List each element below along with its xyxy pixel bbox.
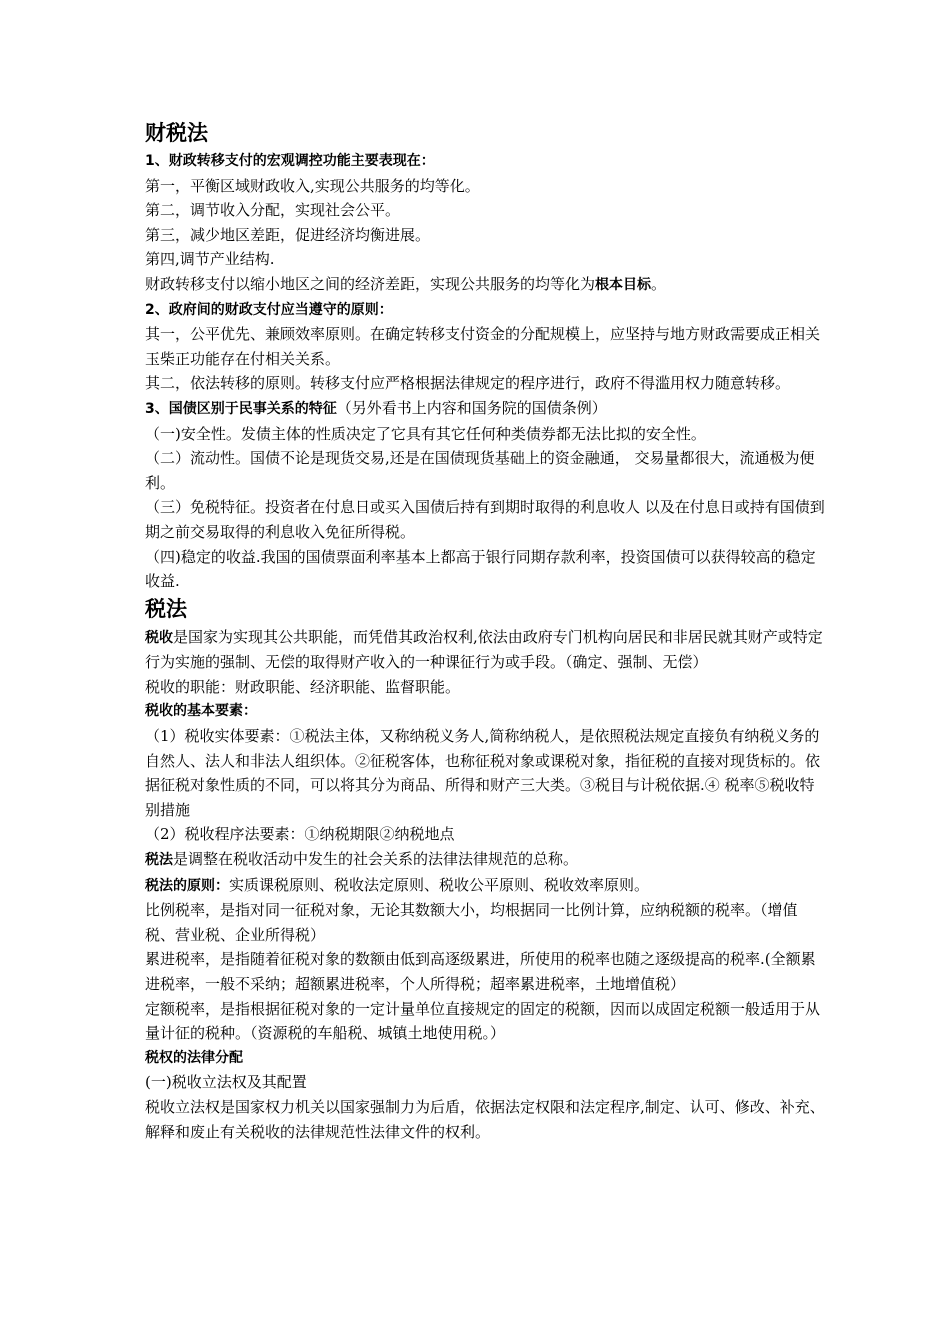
paragraph: 定额税率，是指根据征税对象的一定计量单位直接规定的固定的税额，因而以成固定税额一般适用于从量计征的税种。（资源税的车船税、城镇土地使用税。） [145, 999, 821, 1043]
paragraph: （四)稳定的收益.我国的国债票面利率基本上都高于银行同期存款利率，投资国债可以获得较高的稳定收益. [145, 547, 816, 591]
paragraph: 税收立法权是国家权力机关以国家强制力为后盾，依据法定权限和法定程序,制定、认可、修改、补充、解释和废止有关税收的法律规范性法律文件的权利。 [145, 1097, 825, 1141]
paragraph: (一)税收立法权及其配置 [145, 1073, 307, 1092]
section-title-fiscal-law: 财税法 [145, 121, 208, 145]
heading-principles: 2、政府间的财政支付应当遵守的原则： [145, 301, 393, 318]
paragraph [145, 625, 825, 675]
paragraph [145, 873, 825, 899]
heading-note: （另外看书上内容和国务院的国债条例） [336, 398, 607, 417]
paragraph: （二）流动性。国债不论是现货交易,还是在国债现货基础上的资金融通， 交易量都很大，流通极为便利。 [145, 449, 815, 492]
paragraph: （一)安全性。发债主体的性质决定了它具有其它任何种类债券都无法比拟的安全性。 [145, 424, 706, 443]
paragraph: （2）税收程序法要素：①纳税期限②纳税地点 [145, 825, 455, 844]
text-span: 。 [651, 274, 667, 293]
paragraph: 第四,调节产业结构. [145, 250, 275, 269]
bold-term: 税收 [145, 629, 173, 646]
paragraph [145, 272, 825, 298]
text-span: 是国家为实现其公共职能，而凭借其政治权利,依法由政府专门机构向居民和非居民就其财产或特定行为实施的强制、无偿的取得财产收入的一种课征行为或手段。（确定、强制、无偿） [145, 627, 823, 672]
paragraph: 其一，公平优先、兼顾效率原则。在确定转移支付资金的分配规模上，应坚持与地方财政需要成正相关玉柴正功能存在付相关关系。 [145, 325, 821, 368]
document-page [145, 118, 825, 1144]
paragraph: 其二，依法转移的原则。转移支付应严格根据法律规定的程序进行，政府不得滥用权力随意转移。 [145, 374, 791, 393]
paragraph: 比例税率，是指对同一征税对象，无论其数额大小，均根据同一比例计算，应纳税额的税率。（增值税、营业税、企业所得税） [145, 901, 798, 944]
paragraph: （三）免税特征。投资者在付息日或买入国债后持有到期时取得的利息收人 以及在付息日或持有国债到期之前交易取得的利息收入免征所得税。 [145, 498, 825, 541]
text-span: 是调整在税收活动中发生的社会关系的法律法律规范的总称。 [173, 850, 579, 869]
paragraph: 第一，平衡区域财政收入,实现公共服务的均等化。 [145, 176, 480, 195]
section-title-tax-law: 税法 [145, 596, 187, 621]
bold-term: 税法的原则： [145, 877, 229, 894]
bold-term: 税法 [145, 852, 173, 869]
paragraph: 第三，减少地区差距，促进经济均衡进展。 [145, 225, 431, 244]
heading-bond-features [145, 396, 825, 422]
paragraph: 累进税率，是指随着征税对象的数额由低到高逐级累进，所使用的税率也随之逐级提高的税率.(全额累进税率，一般不采纳；超额累进税率，个人所得税；超率累进税率，土地增值税） [145, 950, 816, 993]
paragraph [145, 847, 825, 873]
heading-transfer-payment: 1、财政转移支付的宏观调控功能主要表现在： [145, 153, 435, 169]
heading-tax-power: 税权的法律分配 [145, 1049, 243, 1066]
paragraph: 第二，调节收入分配，实现社会公平。 [145, 201, 401, 220]
paragraph: （1）税收实体要素：①税法主体，又称纳税义务人,简称纳税人，是依照税法规定直接负有纳税义务的自然人、法人和非法人组织体。②征税客体，也称征税对象或课税对象，指征税的直接对现货标的。依据征税对象性质的不同，可以将其分为商品、所得和财产三大类。③税目与计税依据.④ 税率⑤税收特别措施 [145, 727, 821, 819]
text-span: 财政转移支付以缩小地区之间的经济差距，实现公共服务的均等化为 [145, 274, 596, 293]
bold-term: 根本目标 [595, 276, 652, 293]
bold-heading: 3、国债区别于民事关系的特征 [145, 400, 337, 417]
text-span: 实质课税原则、税收法定原则、税收公平原则、税收效率原则。 [229, 875, 650, 894]
heading-basic-elements: 税收的基本要素： [145, 703, 257, 720]
paragraph: 税收的职能：财政职能、经济职能、监督职能。 [145, 677, 461, 696]
